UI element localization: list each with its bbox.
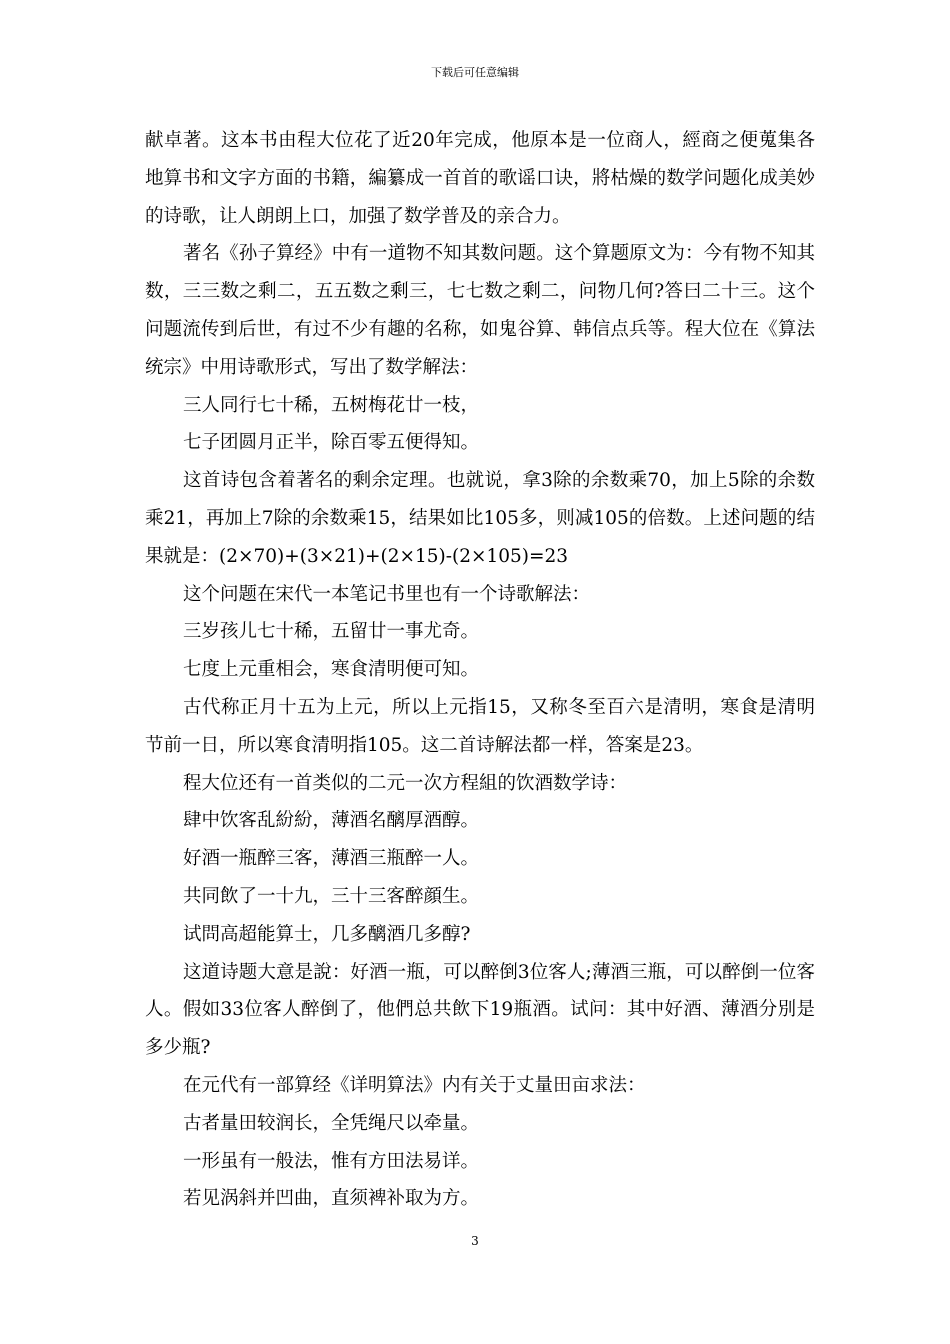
paragraph-6: 程大位还有一首类似的二元一次方程組的饮酒数学诗： [183, 772, 628, 794]
poem-line-8: 试問高超能算士，几多醨酒几多醇? [183, 923, 471, 945]
document-body [145, 122, 815, 1218]
poem-line-11: 若见涡斜并凹曲，直须裨补取为方。 [183, 1188, 480, 1210]
poem-line-7: 共同飲了一十九，三十三客醉顔生。 [183, 885, 480, 907]
poem-line-1: 三人同行七十稀，五树梅花廿一枝， [183, 394, 480, 416]
poem-line-4: 七度上元重相会，寒食清明便可知。 [183, 659, 480, 681]
poem-line-5: 肆中饮客乱紛紛，薄酒名醨厚酒醇。 [183, 810, 480, 832]
poem-line-10: 一形虽有一般法，惟有方田法易详。 [183, 1150, 480, 1172]
poem-line-3: 三岁孩儿七十稀，五留廿一事尤奇。 [183, 621, 480, 643]
paragraph-2: 著名《孙子算经》中有一道物不知其数问题。这个算题原文为：今有物不知其数，三三数之剩二，五五数之剩三，七七数之剩二，问物几何?答曰二十三。这个问题流传到后世，有过不少有趣的名称，如鬼谷算、韩信点兵等。程大位在《算法统宗》中用诗歌形式，写出了数学解法： [145, 243, 815, 378]
paragraph-7: 这道诗题大意是說：好酒一瓶，可以醉倒3位客人;薄酒三瓶，可以醉倒一位客人。假如33位客人醉倒了，他們总共飲下19瓶酒。试问：其中好酒、薄酒分別是多少瓶? [145, 961, 815, 1059]
page-header: 下载后可任意编辑 [431, 66, 519, 79]
poem-line-2: 七子团圆月正半，除百零五便得知。 [183, 432, 480, 454]
paragraph-1: 献卓著。这本书由程大位花了近20年完成，他原本是一位商人，經商之便蒐集各地算书和文字方面的书籍，編纂成一首首的歌谣口诀，將枯燥的数学问题化成美妙的诗歌，让人朗朗上口，加强了数学普及的亲合力。 [145, 130, 815, 227]
page-number: 3 [471, 1234, 479, 1248]
poem-line-9: 古者量田较润长，全凭绳尺以牵量。 [183, 1112, 480, 1134]
paragraph-3: 这首诗包含着著名的剩余定理。也就说，拿3除的余数乘70，加上5除的余数乘21，再加上7除的余数乘15，结果如比105多，则减105的倍数。上述问题的结果就是：(2×70)+(3×21)+(2×15)-(2×105)=23 [145, 470, 815, 567]
paragraph-8: 在元代有一部算经《详明算法》内有关于丈量田亩求法： [183, 1074, 646, 1096]
poem-line-6: 好酒一瓶醉三客，薄酒三瓶醉一人。 [183, 848, 480, 870]
paragraph-5: 古代称正月十五为上元，所以上元指15，又称冬至百六是清明，寒食是清明节前一日，所以寒食清明指105。这二首诗解法都一样，答案是23。 [145, 696, 815, 756]
paragraph-4: 这个问题在宋代一本笔记书里也有一个诗歌解法： [183, 583, 591, 605]
